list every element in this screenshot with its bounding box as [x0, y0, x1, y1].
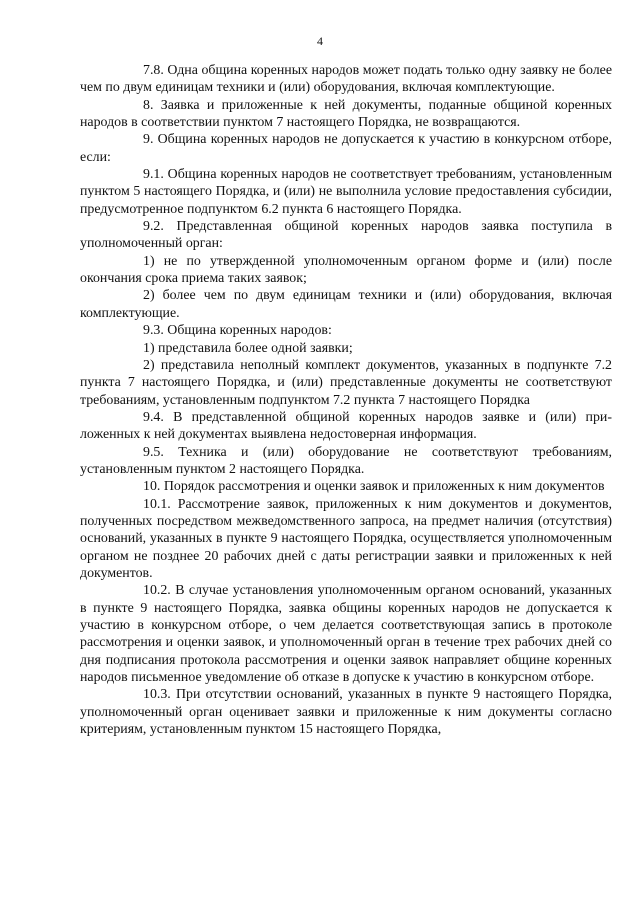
paragraph: 7.8. Одна община коренных народов может подать только одну заявку не более чем по двум единицам техники и (или) оборудования, включая комплектующие. [80, 63, 612, 96]
paragraph: 9.1. Община коренных народов не соответствует требованиям, установленным пунктом 5 настоящего Порядка, и (или) не выполнила условие предоставления субсидии, предусмотренное подпунктом 6.2 пункта 6 настоящего Порядка. [80, 167, 612, 217]
paragraph: 1) не по утвержденной уполномоченным органом форме и (или) после окончания срока приема таких заявок; [80, 253, 612, 287]
paragraph: 9.4. В представленной общиной коренных народов заявке и (или) приложенных к ней документах выявлена недостоверная информация. [80, 409, 612, 443]
paragraph: 1) представила более одной заявки; [143, 340, 353, 356]
paragraph: 9.2. Представленная общиной коренных народов заявка поступила в уполномоченный орган: [80, 219, 612, 252]
paragraph: 2) более чем по двум единицам техники и (или) оборудования, включая комплектующие. [80, 288, 612, 321]
paragraph: 10.2. В случае установления уполномоченным органом оснований, указанных в пункте 9 настоящего Порядка, заявка общины коренных народов не допускается к участию в конкурсном отборе, о чем делается соответствующая запись в протоколе рассмотрения и оценки заявок, и уполномоченный орган в течение трех рабочих дней со дня подписания протокола рассмотрения и оценки заявок направляет общине коренных народов письменное уведомление об отказе в допуске к участию в конкурсном отборе. [80, 583, 612, 686]
paragraph: 2) представила неполный комплект документов, указанных в подпункте 7.2 пункта 7 настоящего Порядка, и (или) представленные документы не соответствуют требованиям, установленным подпунктом 7.2 пункта 7 настоящего Порядка [80, 357, 612, 408]
paragraph: 9. Община коренных народов не допускается к участию в конкурсном отборе, если: [80, 132, 612, 165]
paragraph: 9.5. Техника и (или) оборудование не соответствуют требованиям, установленным пунктом 2 настоящего Порядка. [80, 444, 612, 477]
page-number: 4 [317, 34, 323, 48]
paragraph: 8. Заявка и приложенные к ней документы, поданные общиной коренных народов в соответствии пунктом 7 настоящего Порядка, не возвращаются. [80, 97, 612, 131]
paragraph: 10.1. Рассмотрение заявок, приложенных к ним документов и документов, полученных посредством межведомственного запроса, на предмет наличия (отсутствия) оснований, указанных в пункте 9 настоящего Порядка, осуществляется уполномоченным органом не позднее 20 рабочих дней с даты регистрации заявки и приложенных к ней документов. [80, 496, 612, 581]
paragraph: 10.3. При отсутствии оснований, указанных в пункте 9 настоящего Порядка, уполномоченный орган оценивает заявки и приложенные к ним документы согласно критериям, установленным пунктом 15 настоящего Порядка, [80, 687, 612, 738]
document-body [80, 62, 612, 738]
paragraph: 9.3. Община коренных народов: [143, 323, 332, 339]
paragraph: 10. Порядок рассмотрения и оценки заявок и приложенных к ним документов [143, 479, 605, 495]
